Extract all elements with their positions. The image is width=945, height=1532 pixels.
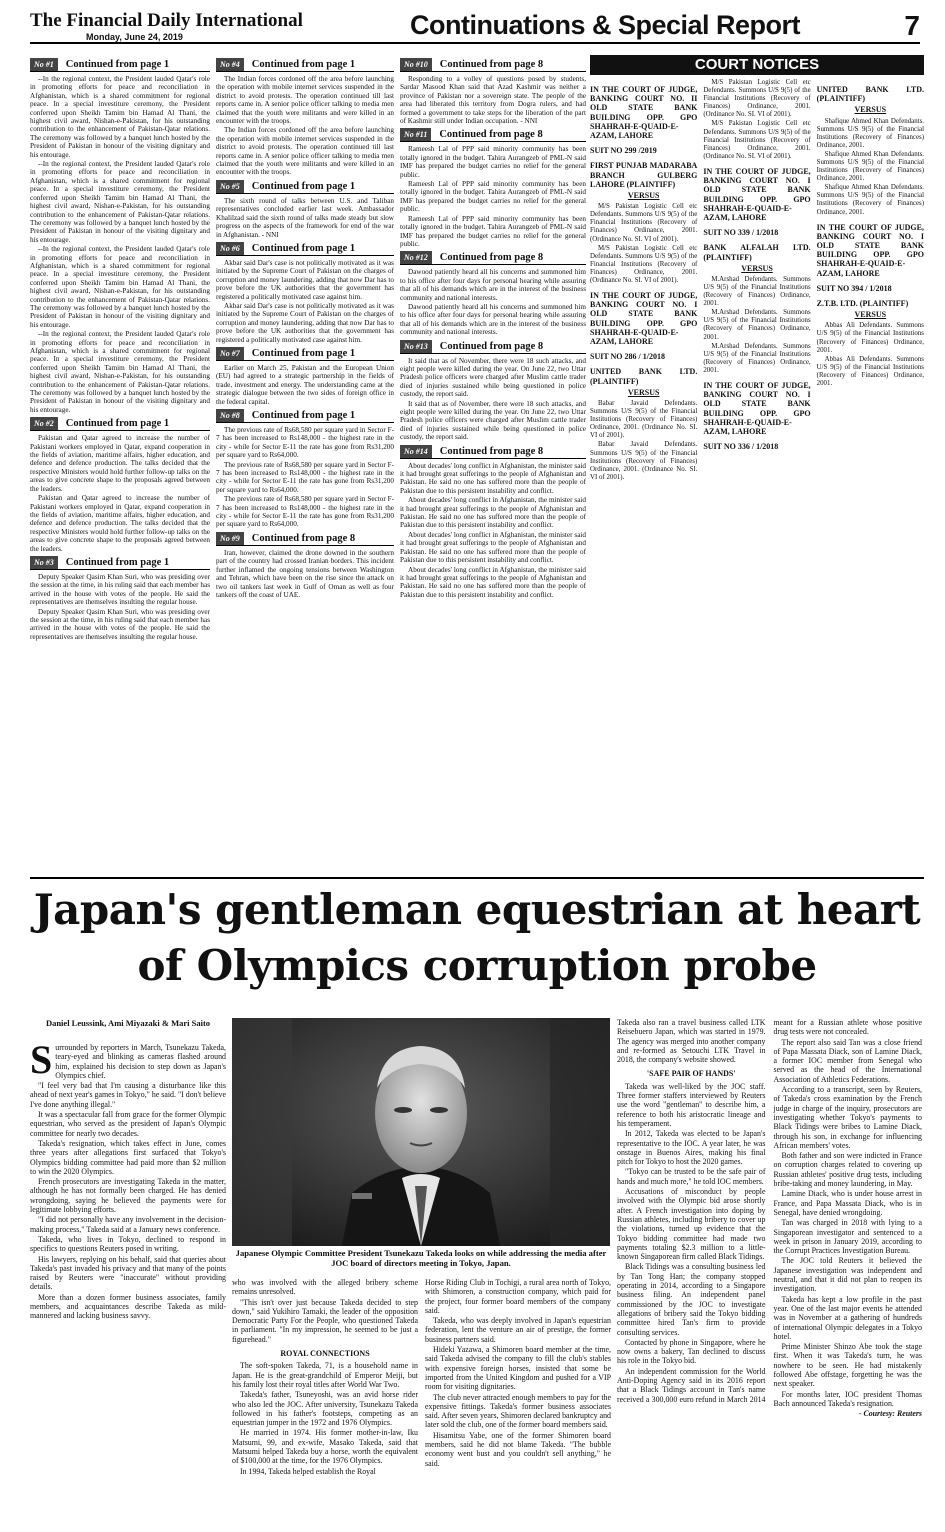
continuation-text: Akbar said Dar's case is not politically motivated as it was initiated by the Supreme Court of Pakistan on the charges of corruption and money laundering, adding that now Dar has to prove before the UK authorities that the government has registered a politically motivated case against him. <box>216 301 394 344</box>
continuation-text: About decades' long conflict in Afghanistan, the minister said it had brought great sufferings to the people of Afghanistan and Pakistan. He said no one has suffered more than the people of Pakistan due to this persistent instability and conflict. <box>400 496 586 530</box>
article-paragraph: In 2012, Takeda was elected to be Japan's representative to the IOC. A year later, he was onstage in Buenos Aires, making his final pitch for Tokyo to host the 2020 games. <box>617 1129 766 1167</box>
continuation-text: Pakistan and Qatar agreed to increase the number of Pakistani workers employed in Qatar, expand cooperation in the fields of aviation, maritime affairs, higher education, and defence and defence production. The talks decided that the respective Ministers would hold further follow-up talks on the areas to give concrete shape to the proposals agreed between the leaders. <box>30 434 210 493</box>
continuation-number: No #9 <box>216 532 244 545</box>
continuation-text: --In the regional context, the President lauded Qatar's role in promoting efforts for peace and reconciliation in Afghanistan, which is a shared commitment for regional peace. In a special investiture ceremony, the President conferred upon Sheikh Tamim bin Hamad Al Thani, the highest civil award, Nishan-e-Pakistan, for his outstanding contribution to the enhancement of Pakistan-Qatar relations. The ceremony was followed by a banquet lunch hosted by the President of Pakistan in honour of the visiting dignitary and his entourage. <box>30 160 210 244</box>
suit-number: SUIT NO 339 / 1/2018 <box>703 228 779 238</box>
article-column-1 <box>30 1043 226 1527</box>
article-paragraph: Both father and son were indicted in France on corruption charges related to covering up Russian athletes' positive drug tests, including bribe-taking and money laundering, in May. <box>773 1151 922 1189</box>
continuation-text: Earlier on March 25, Pakistan and the European Union (EU) had agreed to a strategic partnership in the fields of trade, investment and energy. The understanding came at the strategic dialogue between the two sides of foreign office in the federal capital. <box>216 363 394 406</box>
article-paragraph: The club never attracted enough members to pay for the expensive fittings. Takeda's former business associates said. After seven years, Shimoren declared bankruptcy and later sold the club, one of the former board members said. <box>425 1392 611 1430</box>
drop-cap: S <box>30 1043 53 1082</box>
continuation-header <box>216 242 394 256</box>
court-name: IN THE COURT OF JUDGE, BANKING COURT NO. II OLD STATE BANK BUILDING OPP. GPO SHAHRAH-E-QUAID-E-AZAM, LAHORE <box>590 85 698 141</box>
continuation-number: No #11 <box>400 128 431 141</box>
notice-body: Shafique Ahmed Khan Defendants. Summons U/S 9(5) of the Financial Institutions (Recovery of Finances) Ordinance, 2001. <box>816 184 924 216</box>
article-paragraph: Takeda, who was deeply involved in Japan's equestrian federation, lent the venture an air of prestige, the former business partners said. <box>425 1316 611 1344</box>
plaintiff: UNITED BANK LTD. (PLAINTIFF) <box>590 367 698 386</box>
article-column-3 <box>425 1278 611 1526</box>
article-paragraph: Takeda, who lives in Tokyo, declined to respond in specifics to questions Reuters posed in writing. <box>30 1234 226 1254</box>
notice-body: M.Arshad Defendants. Summons U/S 9(5) of the Financial Institutions (Recovery of Finances) Ordinance, 2001. <box>703 342 811 374</box>
continuation-header <box>400 340 586 354</box>
notice-body: M/S Pakistan Logistic Cell etc Defendants. Summons U/S 9(5) of the Financial Institutions (Recovery of Finances) Ordinance, 2001. (Ordinance No. SI. VI of 2001). <box>590 244 698 284</box>
continuation-header <box>216 532 394 546</box>
continuation-text: The previous rate of Rs68,580 per square yard in Sector F-7 has been increased to Rs148,000 - the highest rate in the city - while for Sector E-11 the rate has gone from Rs31,200 per square yard to Rs64,000. <box>216 460 394 494</box>
article-paragraph: An independent commission for the World Anti-Doping Agency said in its 2016 report that a Black Tidings account in Tan's name received a 300,000 euro refund in March 2014 meant for a Russian athlete whose positive drug tests were not concealed. <box>617 1018 922 1404</box>
continuation-number: No #2 <box>30 417 58 430</box>
continuation-header <box>30 556 210 570</box>
article-paragraph: According to a transcript, seen by Reuters, of Takeda's cross examination by the French judge in charge of the inquiry, prosecutors are investigating whether Tokyo's payments to Black Tidings were bribes to Lamine Diack, through his son, in exchange for influencing African members' votes. <box>773 1085 922 1150</box>
continuation-number: No #4 <box>216 58 244 71</box>
continuation-text: --In the regional context, the President lauded Qatar's role in promoting efforts for peace and reconciliation in Afghanistan, which is a shared commitment for regional peace. In a special investiture ceremony, the President conferred upon Sheikh Tamim bin Hamad Al Thani, the highest civil award, Nishan-e-Pakistan, for his outstanding contribution to the enhancement of Pakistan-Qatar relations. The ceremony was followed by a banquet lunch hosted by the President of Pakistan in honour of the visiting dignitary and his entourage. <box>30 75 210 159</box>
article-paragraph: He married in 1974. His former mother-in-law, Iku Matsumi, 99, and ex-wife, Masako Takeda, said that Matsumi helped Takeda buy a horse, worth the equivalent of $100,000 at the time, for the 1976 Olympics. <box>232 1428 418 1466</box>
continuations-column-1 <box>30 55 210 875</box>
article-subhead: 'SAFE PAIR OF HANDS' <box>646 1069 736 1079</box>
notice-body: Babar Javaid Defendants. Summons U/S 9(5) of the Financial Institutions (Recovery of Finances) Ordinance, 2001. (Ordinance No. SI. VI of 2001). <box>590 399 698 440</box>
plaintiff: FIRST PUNJAB MADARABA BRANCH GULBERG LAHORE (PLAINTIFF) <box>590 161 698 189</box>
article-photo <box>232 1018 610 1246</box>
article-paragraph: "I feel very bad that I'm causing a disturbance like this ahead of next year's games in Tokyo," he said. "I don't believe I've done anything illegal." <box>30 1081 226 1109</box>
continuation-label: Continued from page 8 <box>251 532 356 544</box>
article-paragraph: Contacted by phone in Singapore, where he now owns a bakery, Tan declined to discuss his role in the Tokyo bid. <box>617 1337 766 1366</box>
court-notices <box>590 55 924 875</box>
notice-body: M/S Pakistan Logistic Cell etc Defendants. Summons U/S 9(5) of the Financial Institutions (Recovery of Finances) Ordinance, 2001. (Ordinance No. SI. VI of 2001). <box>703 120 811 160</box>
notice-body: Shafique Ahmed Khan Defendants. Summons U/S 9(5) of the Financial Institutions (Recovery of Finances) Ordinance, 2001. <box>816 117 924 149</box>
notice-body: M.Arshad Defendants. Summons U/S 9(5) of the Financial Institutions (Recovery of Finances) Ordinance, 2001. <box>703 309 811 341</box>
continuation-header <box>216 347 394 361</box>
continuation-text: Rameesh Lal of PPP said minority community has been totally ignored in the budget. Tahira Aurangzeb of PML-N said IMF has prepared the budget carries no relief for the general public. <box>400 145 586 179</box>
plaintiff: UNITED BANK LTD. (PLAINTIFF) <box>816 85 924 104</box>
article-paragraph: For months later, IOC president Thomas Bach announced Takeda's resignation. <box>773 1389 922 1408</box>
suit-number: SUIT NO 286 / 1/2018 <box>590 352 665 362</box>
continuation-label: Continued from page 1 <box>251 242 356 254</box>
article-paragraph: The report also said Tan was a close friend of Papa Massata Diack, son of Lamine Diack, a former IOC member from Senegal who served as the head of the International Association of Athletics Federations. <box>773 1037 922 1084</box>
article-paragraph: urrounded by reporters in March, Tsunekazu Takeda, teary-eyed and blinking as cameras flashed around him, explained his decision to step down as Japan's Olympics chief. <box>55 1043 226 1080</box>
continuation-number: No #3 <box>30 556 58 569</box>
article-paragraph: More than a dozen former business associates, family members, and acquaintances describe Takeda as mild-mannered and lacking business savvy. <box>30 1292 226 1321</box>
continuation-number: No #5 <box>216 180 244 193</box>
masthead <box>30 10 920 44</box>
article-paragraph: Takeda was well-liked by the JOC staff. Three former staffers interviewed by Reuters use the word "gentleman" to describe him, a reference to both his aristocratic lineage and his temperament. <box>617 1081 766 1128</box>
article-paragraph: In 1994, Takeda helped establish the Royal <box>240 1466 376 1476</box>
versus-label: VERSUS <box>854 105 887 115</box>
issue-date: Monday, June 24, 2019 <box>86 32 183 42</box>
continuation-text: Rameesh Lal of PPP said minority community has been totally ignored in the budget. Tahira Aurangzeb of PML-N said IMF has prepared the budget carries no relief for the general public. <box>400 180 586 214</box>
continuation-header <box>216 180 394 194</box>
section-divider <box>30 877 924 879</box>
continuation-number: No #10 <box>400 58 432 71</box>
notice-body: M.Arshad Defendants. Summons U/S 9(5) of the Financial Institutions (Recovery of Finances) Ordinance, 2001. <box>703 275 811 308</box>
section-title: Continuations & Special Report <box>410 10 801 40</box>
article-paragraph: Hideki Yazawa, a Shimoren board member at the time, said Takeda advised the company to fill the club's stables with expensive foreign horses, insisted that some be imported from the United Kingdom and pushed for a VIP room for visiting dignitaries. <box>425 1345 611 1392</box>
continuation-text: About decades' long conflict in Afghanistan, the minister said it had brought great sufferings to the people of Afghanistan and Pakistan. He said no one has suffered more than the people of Pakistan due to this persistent instability and conflict. <box>400 565 586 599</box>
continuation-text: Rameesh Lal of PPP said minority community has been totally ignored in the budget. Tahira Aurangzeb of PML-N said IMF has prepared the budget carries no relief for the general public. <box>400 214 586 248</box>
article-paragraph: Tan was charged in 2018 with lying to a Singaporean investigator and sentenced to a week in prison in January 2019, according to the Corrupt Practices Investigation Bureau. <box>773 1218 922 1256</box>
versus-label: VERSUS <box>627 387 660 397</box>
continuation-text: --In the regional context, the President lauded Qatar's role in promoting efforts for peace and reconciliation in Afghanistan, which is a shared commitment for regional peace. In a special investiture ceremony, the President conferred upon Sheikh Tamim bin Hamad Al Thani, the highest civil award, Nishan-e-Pakistan, for his outstanding contribution to the enhancement of Pakistan-Qatar relations. The ceremony was followed by a banquet lunch hosted by the President of Pakistan in honour of the visiting dignitary and his entourage. <box>30 330 210 414</box>
continuation-number: No #6 <box>216 242 244 255</box>
article-credit: - Courtesy: Reuters <box>858 1409 922 1419</box>
continuation-number: No #12 <box>400 251 432 264</box>
continuation-header <box>30 58 210 72</box>
article-paragraph: It was a spectacular fall from grace for the former Olympic equestrian, who served as the president of Japan's Olympic committee for nearly two decades. <box>30 1110 226 1138</box>
continuation-text: The Indian forces cordoned off the area before launching the operation with mobile internet services suspended in the district to avoid protests. The operation continued till last reports came in. A senior police officer talking to media men claimed that the youth were militants and were killed in an encounter with the troops. <box>216 75 394 126</box>
suit-number: SUIT NO 394 / 1/2018 <box>816 283 892 293</box>
continuation-text: The Indian forces cordoned off the area before launching the operation with mobile internet services suspended in the district to avoid protests. The operation continued till last reports came in. A senior police officer talking to media men claimed that the youth were militants and were killed in an encounter with the troops. <box>216 126 394 177</box>
article-paragraph: Takeda has kept a low profile in the past year. One of the last major events he attended was in November at a gathering of hundreds of international Olympic delegates in a Tokyo hotel. <box>773 1294 922 1341</box>
article-paragraph: Accusations of misconduct by people involved with the Olympic bid arose shortly after. A French investigation into doping by Russian athletes, including bribery to cover up the violations, turned up evidence that the Tokyo bidding committee had made two payments totaling $2.3 million to a little-known Singaporean firm called Black Tidings. <box>617 1187 766 1262</box>
plaintiff: Z.T.B. LTD. (PLAINTIFF) <box>816 299 909 309</box>
continuation-text: Deputy Speaker Qasim Khan Suri, who was presiding over the session at the time, in his ruling said that each member has arrived in the house with votes of the people. He said the representatives are themselves insulting the regular house. <box>30 572 210 607</box>
notice-body: Abbas Ali Defendants. Summons U/S 9(5) of the Financial Institutions (Recovery of Finances) Ordinance, 2001. <box>816 355 924 387</box>
notice-body: M/S Pakistan Logistic Cell etc Defendants. Summons U/S 9(5) of the Financial Institutions (Recovery of Finances) Ordinance, 2001. (Ordinance No. SI. VI of 2001). <box>703 79 811 119</box>
photo-caption: Japanese Olympic Committee President Tsunekazu Takeda looks on while addressing the media after JOC board of directors meeting in Tokyo, Japan. <box>235 1248 607 1268</box>
continuation-header <box>400 58 586 72</box>
suit-number: SUIT NO 336 / 1/2018 <box>703 442 779 452</box>
continuation-text: Pakistan and Qatar agreed to increase the number of Pakistani workers employed in Qatar, expand cooperation in the fields of aviation, maritime affairs, higher education, and defence and defence production. The talks decided that the respective Ministers would hold further follow-up talks on the areas to give concrete shape to the proposals agreed between the leaders. <box>30 494 210 553</box>
article-paragraph: French prosecutors are investigating Takeda in the matter, although he has not formally been charged. He has denied wrongdoing, saying he believed the payments were for legitimate lobbying efforts. <box>30 1177 226 1215</box>
versus-label: VERSUS <box>854 310 887 320</box>
continuation-text: Akbar said Dar's case is not politically motivated as it was initiated by the Supreme Court of Pakistan on the charges of corruption and money laundering, adding that now Dar has to prove before the UK authorities that the government has registered a politically motivated case against him. <box>216 258 394 301</box>
continuation-label: Continued from page 1 <box>251 59 356 70</box>
continuation-label: Continued from page 8 <box>439 445 544 457</box>
continuation-label: Continued from page 1 <box>251 347 356 359</box>
continuation-label: Continued from page 8 <box>439 129 543 141</box>
continuations-column-3 <box>400 55 586 875</box>
article-paragraph: His lawyers, replying on his behalf, said that queries about Takeda's past invaded his privacy and that many of the points raised by Reuters were "inaccurate" without providing details. <box>30 1254 226 1292</box>
article-paragraph: The soft-spoken Takeda, 71, is a household name in Japan. He is the great-grandchild of Emperor Meiji, but his family lost their royal titles after World War Two. <box>232 1361 418 1389</box>
article-paragraph: Black Tidings was a consulting business led by Tan Tong Han; the company stopped operating in 2014, according to a Singapore business filing. An independent panel commissioned by the JOC to investigate allegations of bribery said the Tokyo bidding committee hired Tan's firm to provide consulting services. <box>617 1262 766 1337</box>
continuation-text: The previous rate of Rs68,580 per square yard in Sector F-7 has been increased to Rs148,000 - the highest rate in the city - while for Sector E-11 the rate has gone from Rs31,200 per square yard to Rs64,000. <box>216 426 394 460</box>
article-paragraph: Prime Minister Shinzo Abe took the stage first. When it was Takeda's turn, he was nowhere to be seen. He had mistakenly followed Abe offstage, forgetting he was the next speaker. <box>773 1342 922 1389</box>
continuation-label: Continued from page 8 <box>439 340 544 352</box>
page-number: 7 <box>904 10 920 41</box>
continuation-number: No #7 <box>216 347 244 360</box>
continuation-text: It said that as of November, there were 18 such attacks, and eight people were killed during the year. On June 22, two Uttar Pradesh police officers were charged after Muslim cattle trader died of injuries sustained while being questioned in police custody, the report said. <box>400 356 586 399</box>
notice-body: Abbas Ali Defendants. Summons U/S 9(5) of the Financial Institutions (Recovery of Finances) Ordinance, 2001. <box>816 322 924 354</box>
court-name: IN THE COURT OF JUDGE, BANKING COURT NO. I OLD STATE BANK BUILDING OPP. GPO SHAHRAH-E-QUAID-E-AZAM, LAHORE <box>816 222 924 278</box>
article-paragraph: Hisamitsu Yabe, one of the former Shimoren board members, said he did not blame Takeda. "The bubble economy went bust and you couldn't sell anything," he said. <box>425 1430 611 1468</box>
continuation-number: No #14 <box>400 445 432 458</box>
article-column-2 <box>232 1278 418 1526</box>
continuation-label: Continued from page 1 <box>251 410 356 421</box>
article-paragraph: Takeda also ran a travel business called LTK Reisebuero Japan, which was started in 1979. The agency was merged into another company and re-formed as Setouchi LTK Travel in 2018, the company's website showed. <box>617 1018 766 1065</box>
continuation-text: About decades' long conflict in Afghanistan, the minister said it had brought great sufferings to the people of Afghanistan and Pakistan. He said no one has suffered more than the people of Pakistan due to this persistent instability and conflict. <box>400 530 586 565</box>
court-name: IN THE COURT OF JUDGE, BANKING COURT NO. I OLD STATE BANK BUILDING OPP. GPO SHAHRAH-E-QUAID-E-AZAM, LAHORE <box>590 291 698 347</box>
continuation-label: Continued from page 8 <box>439 252 544 264</box>
article-paragraph: "Tokyo can be trusted to be the safe pair of hands and much more," he told IOC members. <box>617 1167 766 1186</box>
article-paragraph: "This isn't over just because Takeda decided to step down," said Yukihiro Tamaki, the leader of the opposition Democratic Party For the People, who questioned Takeda in parliament. "In my impression, he seemed to be just a figurehead." <box>232 1297 418 1344</box>
continuation-number: No #1 <box>30 58 58 71</box>
article-paragraph: Takeda's resignation, which takes effect in June, comes three years after allegations first surfaced that Tokyo's Olympics bidding committee had paid more than $2 million to win the 2020 Olympics. <box>30 1138 226 1176</box>
notice-body: Shafique Ahmed Khan Defendants. Summons U/S 9(5) of the Financial Institutions (Recovery of Finances) Ordinance, 2001. <box>816 150 924 183</box>
continuation-label: Continued from page 1 <box>65 418 170 430</box>
article-paragraph: Horse Riding Club in Tochigi, a rural area north of Tokyo, with Shimoren, a construction company, which paid for the project, four former board members of the company said. <box>425 1278 611 1315</box>
notices-column-1 <box>590 79 697 483</box>
continuation-number: No #8 <box>216 409 244 422</box>
continuation-text: The previous rate of Rs68,580 per square yard in Sector F-7 has been increased to Rs148,000 - the highest rate in the city - while for Sector E-11 the rate has gone from Rs31,200 per square yard to Rs64,000. <box>216 495 394 529</box>
continuation-text: Dawood patiently heard all his concerns and summoned him to his office after four days for personal hearing while assuring that all of his demands which are in the interest of the business community and national interests. <box>400 302 586 337</box>
notices-column-2 <box>703 79 810 483</box>
article-column-4 <box>617 1018 922 1528</box>
notice-body: M/S Pakistan Logistic Cell etc Defendants. Summons U/S 9(5) of the Financial Institutions (Recovery of Finances) Ordinance, 2001. (Ordinance No. SI. VI of 2001). <box>590 203 698 243</box>
continuation-header <box>400 445 586 459</box>
continuation-header <box>400 128 586 142</box>
versus-label: VERSUS <box>627 191 660 201</box>
continuation-text: The sixth round of talks between U.S. and Taliban representatives concluded earlier last week. Ambassador Khalilzad said the sixth round of talks made steady but slow progress on the aspects of the framework for end of the war in Afghanistan. - NNI <box>216 196 394 239</box>
court-notices-header: COURT NOTICES <box>590 55 924 75</box>
article-paragraph: who was involved with the alleged bribery scheme remains unresolved. <box>232 1278 418 1297</box>
takeda-photo-illustration <box>232 1018 610 1246</box>
continuation-header <box>216 409 394 423</box>
article-paragraph: "I did not personally have any involvement in the decision-making process," Takeda said at a January news conference. <box>30 1215 226 1234</box>
article-subhead: ROYAL CONNECTIONS <box>280 1349 370 1359</box>
continuation-label: Continued from page 1 <box>65 556 170 568</box>
byline: Daniel Leussink, Ami Miyazaki & Mari Saito <box>45 1018 211 1028</box>
continuation-text: --In the regional context, the President lauded Qatar's role in promoting efforts for peace and reconciliation in Afghanistan, which is a shared commitment for regional peace. In a special investiture ceremony, the President conferred upon Sheikh Tamim bin Hamad Al Thani, the highest civil award, Nishan-e-Pakistan, for his outstanding contribution to the enhancement of Pakistan-Qatar relations. The ceremony was followed by a banquet lunch hosted by the President of Pakistan in honour of the visiting dignitary and his entourage. <box>30 245 210 329</box>
continuation-text: Responding to a volley of questions posed by students, Sardar Masood Khan said that Azad Kashmir was neither a province of Pakistan nor a sovereign state. The people of the area had liberated this territory from Dogra rulers, and had formed a government to take steps for the liberation of the part of Kashmir still under Indian occupation. - NNI <box>400 75 586 126</box>
continuation-text: About decades' long conflict in Afghanistan, the minister said it had brought great sufferings to the people of Afghanistan and Pakistan. He said no one has suffered more than the people of Pakistan due to this persistent instability and conflict. <box>400 461 586 495</box>
court-name: IN THE COURT OF JUDGE, BANKING COURT NO. I OLD STATE BANK BUILDING OPP. GPO SHAHRAH-E-QUAID-E-AZAM, LAHORE <box>703 380 811 436</box>
continuation-text: Dawood patiently heard all his concerns and summoned him to his office after four days for personal hearing while assuring that all of his demands which are in the interest of the business community and national interests. <box>400 268 586 302</box>
continuation-label: Continued from page 1 <box>251 180 356 192</box>
continuation-label: Continued from page 1 <box>65 59 170 70</box>
article-headline: Japan's gentleman equestrian at heart of Olympics corruption probe <box>33 885 921 990</box>
plaintiff: BANK ALFALAH LTD. (PLAINTIFF) <box>703 243 811 262</box>
continuation-text: Iran, however, claimed the drone downed in the southern part of the country had crossed Iranian borders. This incident further inflamed the ongoing tensions between Washington and Tehran, which have been on the rise since the attack on two oil tankers last week in Gulf of Oman as well as four tankers off the coast of UAE. <box>216 548 394 599</box>
article-paragraph: Lamine Diack, who is under house arrest in France, and Papa Massata Diack, who is in Senegal, have denied wrongdoing. <box>773 1189 922 1217</box>
versus-label: VERSUS <box>741 263 773 273</box>
court-name: IN THE COURT OF JUDGE, BANKING COURT NO. I OLD STATE BANK BUILDING OPP. GPO SHAHRAH-E-QUAID-E-AZAM, LAHORE <box>703 166 811 222</box>
continuation-header <box>30 417 210 431</box>
suit-number: SUIT NO 299 /2019 <box>590 146 657 156</box>
article-paragraph: Takeda's father, Tsuneyoshi, was an avid horse rider who also led the JOC. After university, Tsunekazu Takeda followed in his father's footsteps, competing as an equestrian jumper in the 1972 and 1976 Olympics. <box>232 1390 418 1428</box>
continuations-column-2 <box>216 55 394 875</box>
notice-body: Babar Javaid Defendants. Summons U/S 9(5) of the Financial Institutions (Recovery of Finances) Ordinance, 2001. (Ordinance No. SI. VI of 2001). <box>590 441 698 481</box>
continuation-header <box>216 58 394 72</box>
continuation-text: It said that as of November, there were 18 such attacks, and eight people were killed during the year. On June 22, two Uttar Pradesh police officers were charged after Muslim cattle trader died of injuries sustained while being questioned in police custody, the report said. <box>400 399 586 442</box>
notices-column-3 <box>817 79 924 483</box>
paper-name: The Financial Daily International <box>30 10 303 31</box>
continuation-text: Deputy Speaker Qasim Khan Suri, who was presiding over the session at the time, in his ruling said that each member has arrived in the house with votes of the people. He said the representatives are themselves insulting the regular house. <box>30 607 210 641</box>
continuation-label: Continued from page 8 <box>439 59 544 70</box>
continuation-number: No #13 <box>400 340 432 353</box>
continuation-header <box>400 251 586 265</box>
article-paragraph: The JOC told Reuters it believed the Japanese investigation was independent and neutral, and that it did not plan to reopen its investigation. <box>773 1256 922 1294</box>
